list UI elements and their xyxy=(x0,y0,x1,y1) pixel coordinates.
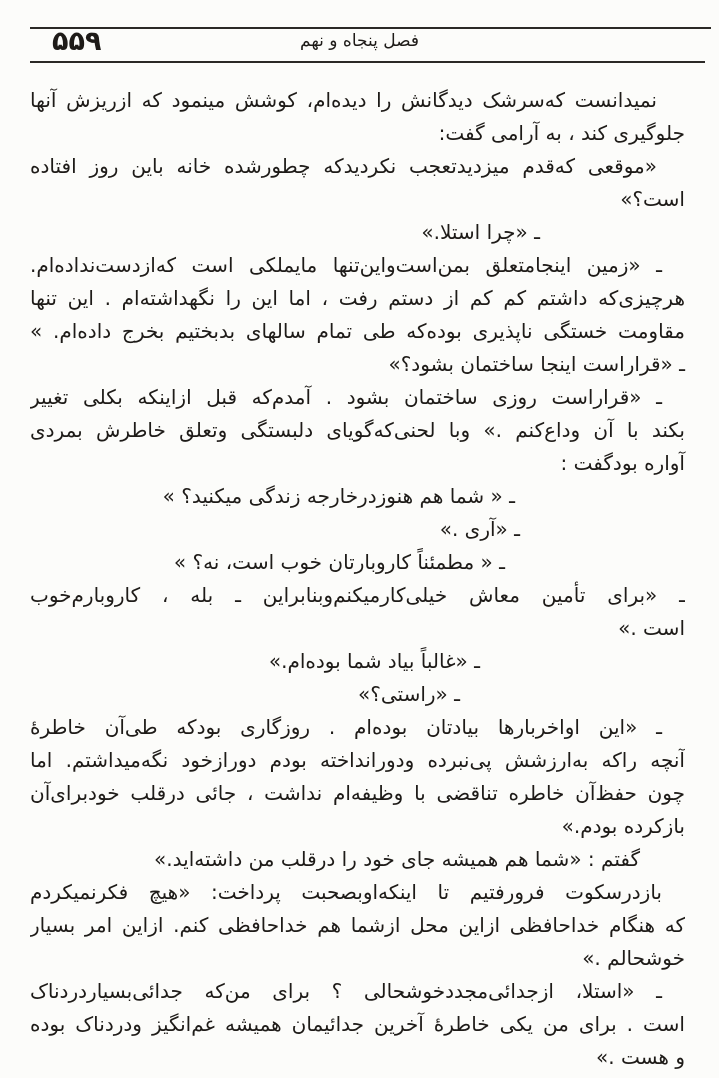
chapter-title: فصل پنجاه و نهم xyxy=(300,31,419,51)
text-line: ـ «استلا، ازجدائی‌مجددخوشحالی ؟ برای من‌که جدائی‌بسیاردردناک xyxy=(30,979,662,1003)
text-line: نمیدانست که‌سرشک دیدگانش را دیده‌ام، کوشش مینمود که ازریزش آنها xyxy=(30,88,657,112)
text-line: آواره بودگفت : xyxy=(560,451,685,475)
header-bottom-rule xyxy=(30,61,705,63)
text-line: ـ «قراراست روزی ساختمان بشود . آمدم‌که قبل ازاینکه بکلی تغییر xyxy=(30,385,662,409)
text-line: گفتم : «شما هم همیشه جای خود را درقلب من داشته‌اید.» xyxy=(154,847,640,871)
text-line: بکند با آن وداع‌کنم .» وبا لحنی‌که‌گویای دلبستگی وتعلق خاطرش بمردی xyxy=(30,418,685,442)
text-line: بازکرده بودم.» xyxy=(561,814,685,838)
text-line: ـ «راستی؟» xyxy=(358,682,460,706)
page-number: ۵۵۹ xyxy=(52,26,102,57)
text-line: ـ «زمین اینجامتعلق بمن‌است‌واین‌تنها مایملکی است که‌ازدست‌نداده‌ام. xyxy=(30,253,662,277)
header-top-rule xyxy=(30,27,711,29)
text-line: ـ « مطمئناً کاروبارتان خوب است، نه؟ » xyxy=(173,550,505,574)
text-line: ـ «قراراست اینجا ساختمان بشود؟» xyxy=(388,352,685,376)
text-line: ـ «آری .» xyxy=(439,517,520,541)
text-line: ـ «چرا استلا.» xyxy=(421,220,540,244)
text-line: هرچیزی‌که داشتم کم کم از دستم رفت ، اما این را نگهداشته‌ام . این تنها xyxy=(30,286,685,310)
text-line: ـ « شما هم هنوزدرخارجه زندگی میکنید؟ » xyxy=(162,484,515,508)
text-line: چون حفظ‌آن خاطره تناقضی با وظیفه‌ام نداشت ، جائی درقلب خودبرای‌آن xyxy=(30,781,685,805)
text-line: که هنگام خداحافظی ازاین محل ازشما هم خداحافظی کنم. ازاین امر بسیار xyxy=(30,913,685,937)
text-line: آنچه راکه به‌ارزشش پی‌نبرده ودورانداخته بودم دورازخود نگه‌میداشتم. اما xyxy=(30,748,685,772)
page-body-text xyxy=(30,84,685,1074)
text-line: جلوگیری کند ، به آرامی گفت: xyxy=(438,121,685,145)
text-line: ـ «برای تأمین معاش خیلی‌کارمیکنم‌وبنابراین ـ بله ، کاروبارم‌خوب xyxy=(30,583,685,607)
text-line: مقاومت خستگی ناپذیری بوده‌که طی تمام سالهای بدبختیم بخرج داده‌ام. » xyxy=(30,319,685,343)
text-line: خوشحالم .» xyxy=(582,946,685,970)
text-line: است .» xyxy=(618,616,685,640)
text-line: است؟» xyxy=(620,187,685,211)
text-line: ـ «این اواخربارها بیادتان بوده‌ام . روزگاری بودکه طی‌آن خاطرهٔ xyxy=(30,715,662,739)
text-line: است . برای من یکی خاطرهٔ آخرین جدائیمان همیشه غم‌انگیز ودردناک بوده xyxy=(30,1012,685,1036)
text-line: «موقعی که‌قدم میزدیدتعجب نکردیدکه چطورشده خانه باین روز افتاده xyxy=(30,154,657,178)
text-line: و هست .» xyxy=(596,1045,685,1069)
text-line: ـ «غالباً بیاد شما بوده‌ام.» xyxy=(268,649,480,673)
text-line: بازدرسکوت فرورفتیم تا اینکه‌اوبصحبت پرداخت: «هیچ فکرنمیکردم xyxy=(30,880,662,904)
